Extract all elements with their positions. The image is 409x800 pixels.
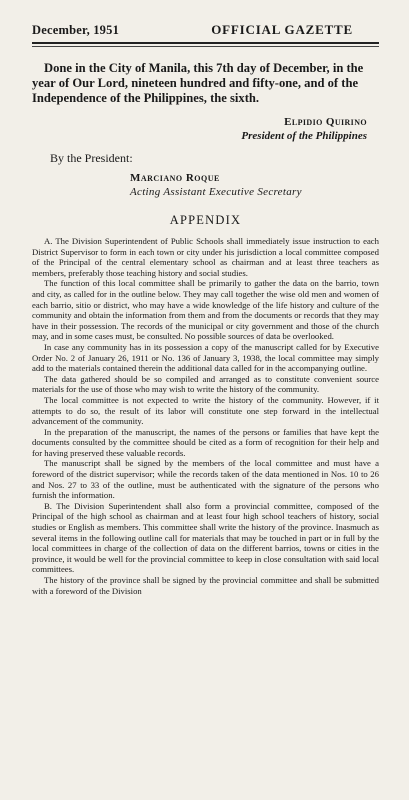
appendix-heading: APPENDIX — [169, 213, 242, 227]
header-rule-thin — [32, 46, 379, 47]
signatory-name: Elpidio Quirino — [284, 116, 367, 128]
countersign-name: Marciano Roque — [130, 172, 220, 184]
header-date: December, 1951 — [32, 23, 120, 37]
president-signature — [32, 115, 379, 143]
appendix-body — [32, 236, 379, 596]
paragraph: The function of this local committee shall be primarily to gather the data on the barrio, town and city, as called for in the outline below. They may call together the wise old men and women of each barrio, sitio or district, who may have a wide knowledge of the life history and culture of the community and obtain the information from them and from the documents or records that they may have in their possession. The records of the municipal or city government and those of the church may, and in some cases must, be consulted. No possible sources of data be overlooked. — [32, 278, 379, 342]
header-rule — [32, 42, 379, 44]
paragraph: The data gathered should be so compiled and arranged as to constitute convenient source materials for the use of those who may wish to write the history of the community. — [32, 373, 379, 395]
countersign-block — [130, 172, 379, 199]
paragraph: The local committee is not expected to write the history of the community. However, if it attempts to do so, the result of its labor will constitute one step forward in the intellectual advancement of the community. — [32, 394, 379, 427]
countersign-title: Acting Assistant Executive Secretary — [130, 185, 302, 198]
paragraph: A. The Division Superintendent of Public Schools shall immediately issue instruction to each District Supervisor to form in each town or city under his jurisdiction a local committee composed of the Principal of the central elementary school as chairman and at least three teachers as members, preferably those teaching history and social studies. — [32, 236, 379, 278]
signatory-title: President of the Philippines — [241, 130, 367, 142]
by-the-president: By the President: — [50, 151, 133, 165]
header-publication: OFFICIAL GAZETTE — [211, 22, 353, 37]
paragraph: The manuscript shall be signed by the members of the local committee and must have a foreword of the district supervisor; while the records taken of the data mentioned in Nos. 10 to 26 and Nos. 27 to 33 of the outline, must be authenticated with the signature of the persons who furnish the information. — [32, 458, 379, 501]
paragraph: In the preparation of the manuscript, the names of the persons or families that have kept the documents consulted by the committee should be cited as a form of recognition for their help and for having preserved these valuable records. — [32, 426, 379, 458]
page-header — [32, 22, 379, 38]
done-statement: Done in the City of Manila, this 7th day of December, in the year of Our Lord, nineteen hundred and fifty-one, and of the Independence of the Philippines, the sixth. — [32, 61, 364, 105]
paragraph: In case any community has in its possession a copy of the manuscript called for by Executive Order No. 2 of January 26, 1911 or No. 136 of January 3, 1938, the local committee may simply add to the materials contained therein the additional data called for in the accompanying outline. — [32, 341, 379, 374]
paragraph: B. The Division Superintendent shall also form a provincial committee, composed of the Principal of the high school as chairman and at least four high school teachers of history, social studies or English as members. This committee shall write the history of the province. Inasmuch as several items in the following outline call for materials that may be touched in part or in full by the local committees in charge of the collection of data on the different barrios, towns or cities in the province, it would be well for the provincial committee to keep in close consultation with said local committees. — [32, 500, 379, 575]
paragraph: The history of the province shall be signed by the provincial committee and shall be submitted with a foreword of the Division — [32, 575, 379, 596]
